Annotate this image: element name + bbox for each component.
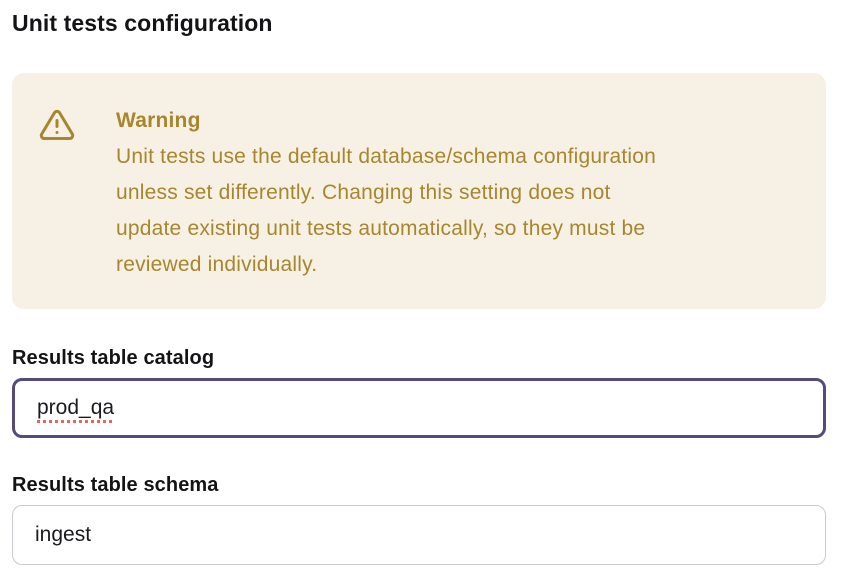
results-table-schema-value: ingest — [35, 523, 92, 546]
warning-banner — [12, 73, 826, 309]
results-table-catalog-field — [12, 347, 826, 438]
results-table-catalog-label: Results table catalog — [12, 347, 215, 369]
results-table-schema-field — [12, 474, 826, 565]
warning-triangle-icon — [38, 107, 76, 148]
warning-content — [116, 103, 681, 283]
results-table-schema-input[interactable] — [12, 505, 826, 565]
results-table-catalog-input[interactable] — [12, 378, 826, 438]
warning-message: Unit tests use the default database/schema configuration unless set differently. Changing this setting does not update existing unit tests automatically, so they must be reviewed individually. — [116, 145, 657, 276]
warning-title: Warning — [116, 109, 201, 132]
results-table-schema-label: Results table schema — [12, 474, 219, 496]
results-table-catalog-value: prod_qa — [37, 396, 115, 419]
page-title: Unit tests configuration — [12, 10, 273, 36]
